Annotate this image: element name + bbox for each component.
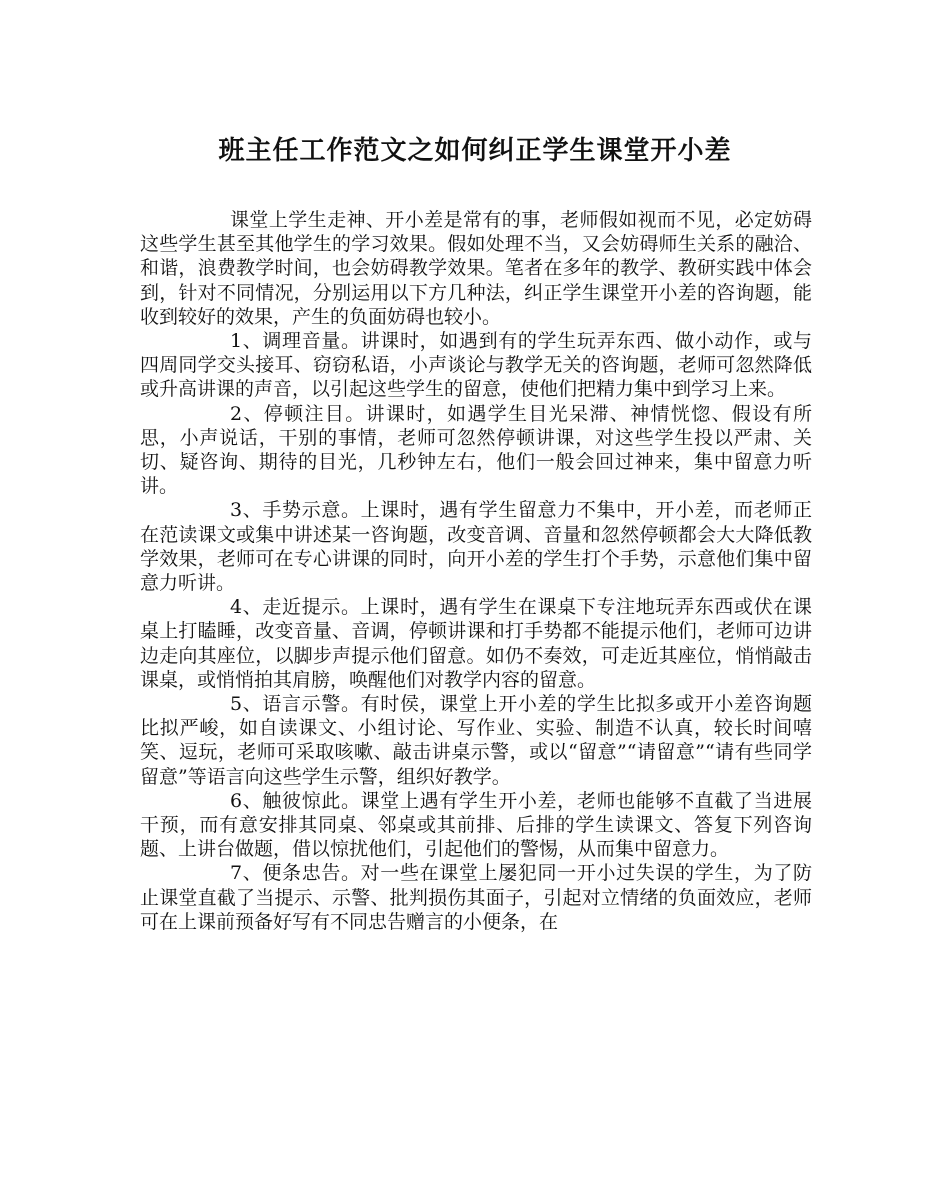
document-title: 班主任工作范文之如何纠正学生课堂开小差 [218, 136, 732, 166]
paragraph-2-pause: 2、停顿注目。讲课时，如遇学生目光呆滞、神情恍惚、假设有所思，小声说话，干别的事情，老师可忽然停顿讲课，对这些学生投以严肃、关切、疑咨询、期待的目光，几秒钟左右，他们一般会回过神来，集中留意力听讲。 [140, 402, 812, 498]
paragraph-4-approach: 4、走近提示。上课时，遇有学生在课桌下专注地玩弄东西或伏在课桌上打瞌睡，改变音量、音调，停顿讲课和打手势都不能提示他们，老师可边讲边走向其座位，以脚步声提示他们留意。如仍不奏效，可走近其座位，悄悄敲击课桌，或悄悄拍其肩膀，唤醒他们对教学内容的留意。 [140, 596, 812, 691]
document-body [140, 208, 812, 934]
paragraph-7-note: 7、便条忠告。对一些在课堂上屡犯同一开小过失误的学生，为了防止课堂直截了当提示、示警、批判损伤其面子，引起对立情绪的负面效应，老师可在上课前预备好写有不同忠告赠言的小便条，在 [140, 862, 812, 933]
paragraph-5-verbal-warning: 5、语言示警。有时侯，课堂上开小差的学生比拟多或开小差咨询题比拟严峻，如自读课文、小组讨论、写作业、实验、制造不认真，较长时间嘻笑、逗玩，老师可采取咳嗽、敲击讲桌示警，或以“留意”“请留意”“请有些同学留意”等语言向这些学生示警，组织好教学。 [140, 693, 812, 788]
paragraph-intro: 课堂上学生走神、开小差是常有的事，老师假如视而不见，必定妨碍这些学生甚至其他学生的学习效果。假如处理不当，又会妨碍师生关系的融洽、和谐，浪费教学时间，也会妨碍教学效果。笔者在多年的教学、教研实践中体会到，针对不同情况，分别运用以下方几种法，纠正学生课堂开小差的咨询题，能收到较好的效果，产生的负面妨碍也较小。 [140, 209, 812, 328]
paragraph-1-volume: 1、调理音量。讲课时，如遇到有的学生玩弄东西、做小动作，或与四周同学交头接耳、窃窃私语，小声谈论与教学无关的咨询题，老师可忽然降低或升高讲课的声音，以引起这些学生的留意，使他们把精力集中到学习上来。 [140, 330, 812, 401]
paragraph-6-indirect: 6、触彼惊此。课堂上遇有学生开小差，老师也能够不直截了当进展干预，而有意安排其同桌、邻桌或其前排、后排的学生读课文、答复下列咨询题、上讲台做题，借以惊扰他们，引起他们的警惕，从而集中留意力。 [140, 789, 812, 861]
paragraph-3-gesture: 3、手势示意。上课时，遇有学生留意力不集中，开小差，而老师正在范读课文或集中讲述某一咨询题，改变音调、音量和忽然停顿都会大大降低教学效果，老师可在专心讲课的同时，向开小差的学生打个手势，示意他们集中留意力听讲。 [140, 499, 812, 595]
